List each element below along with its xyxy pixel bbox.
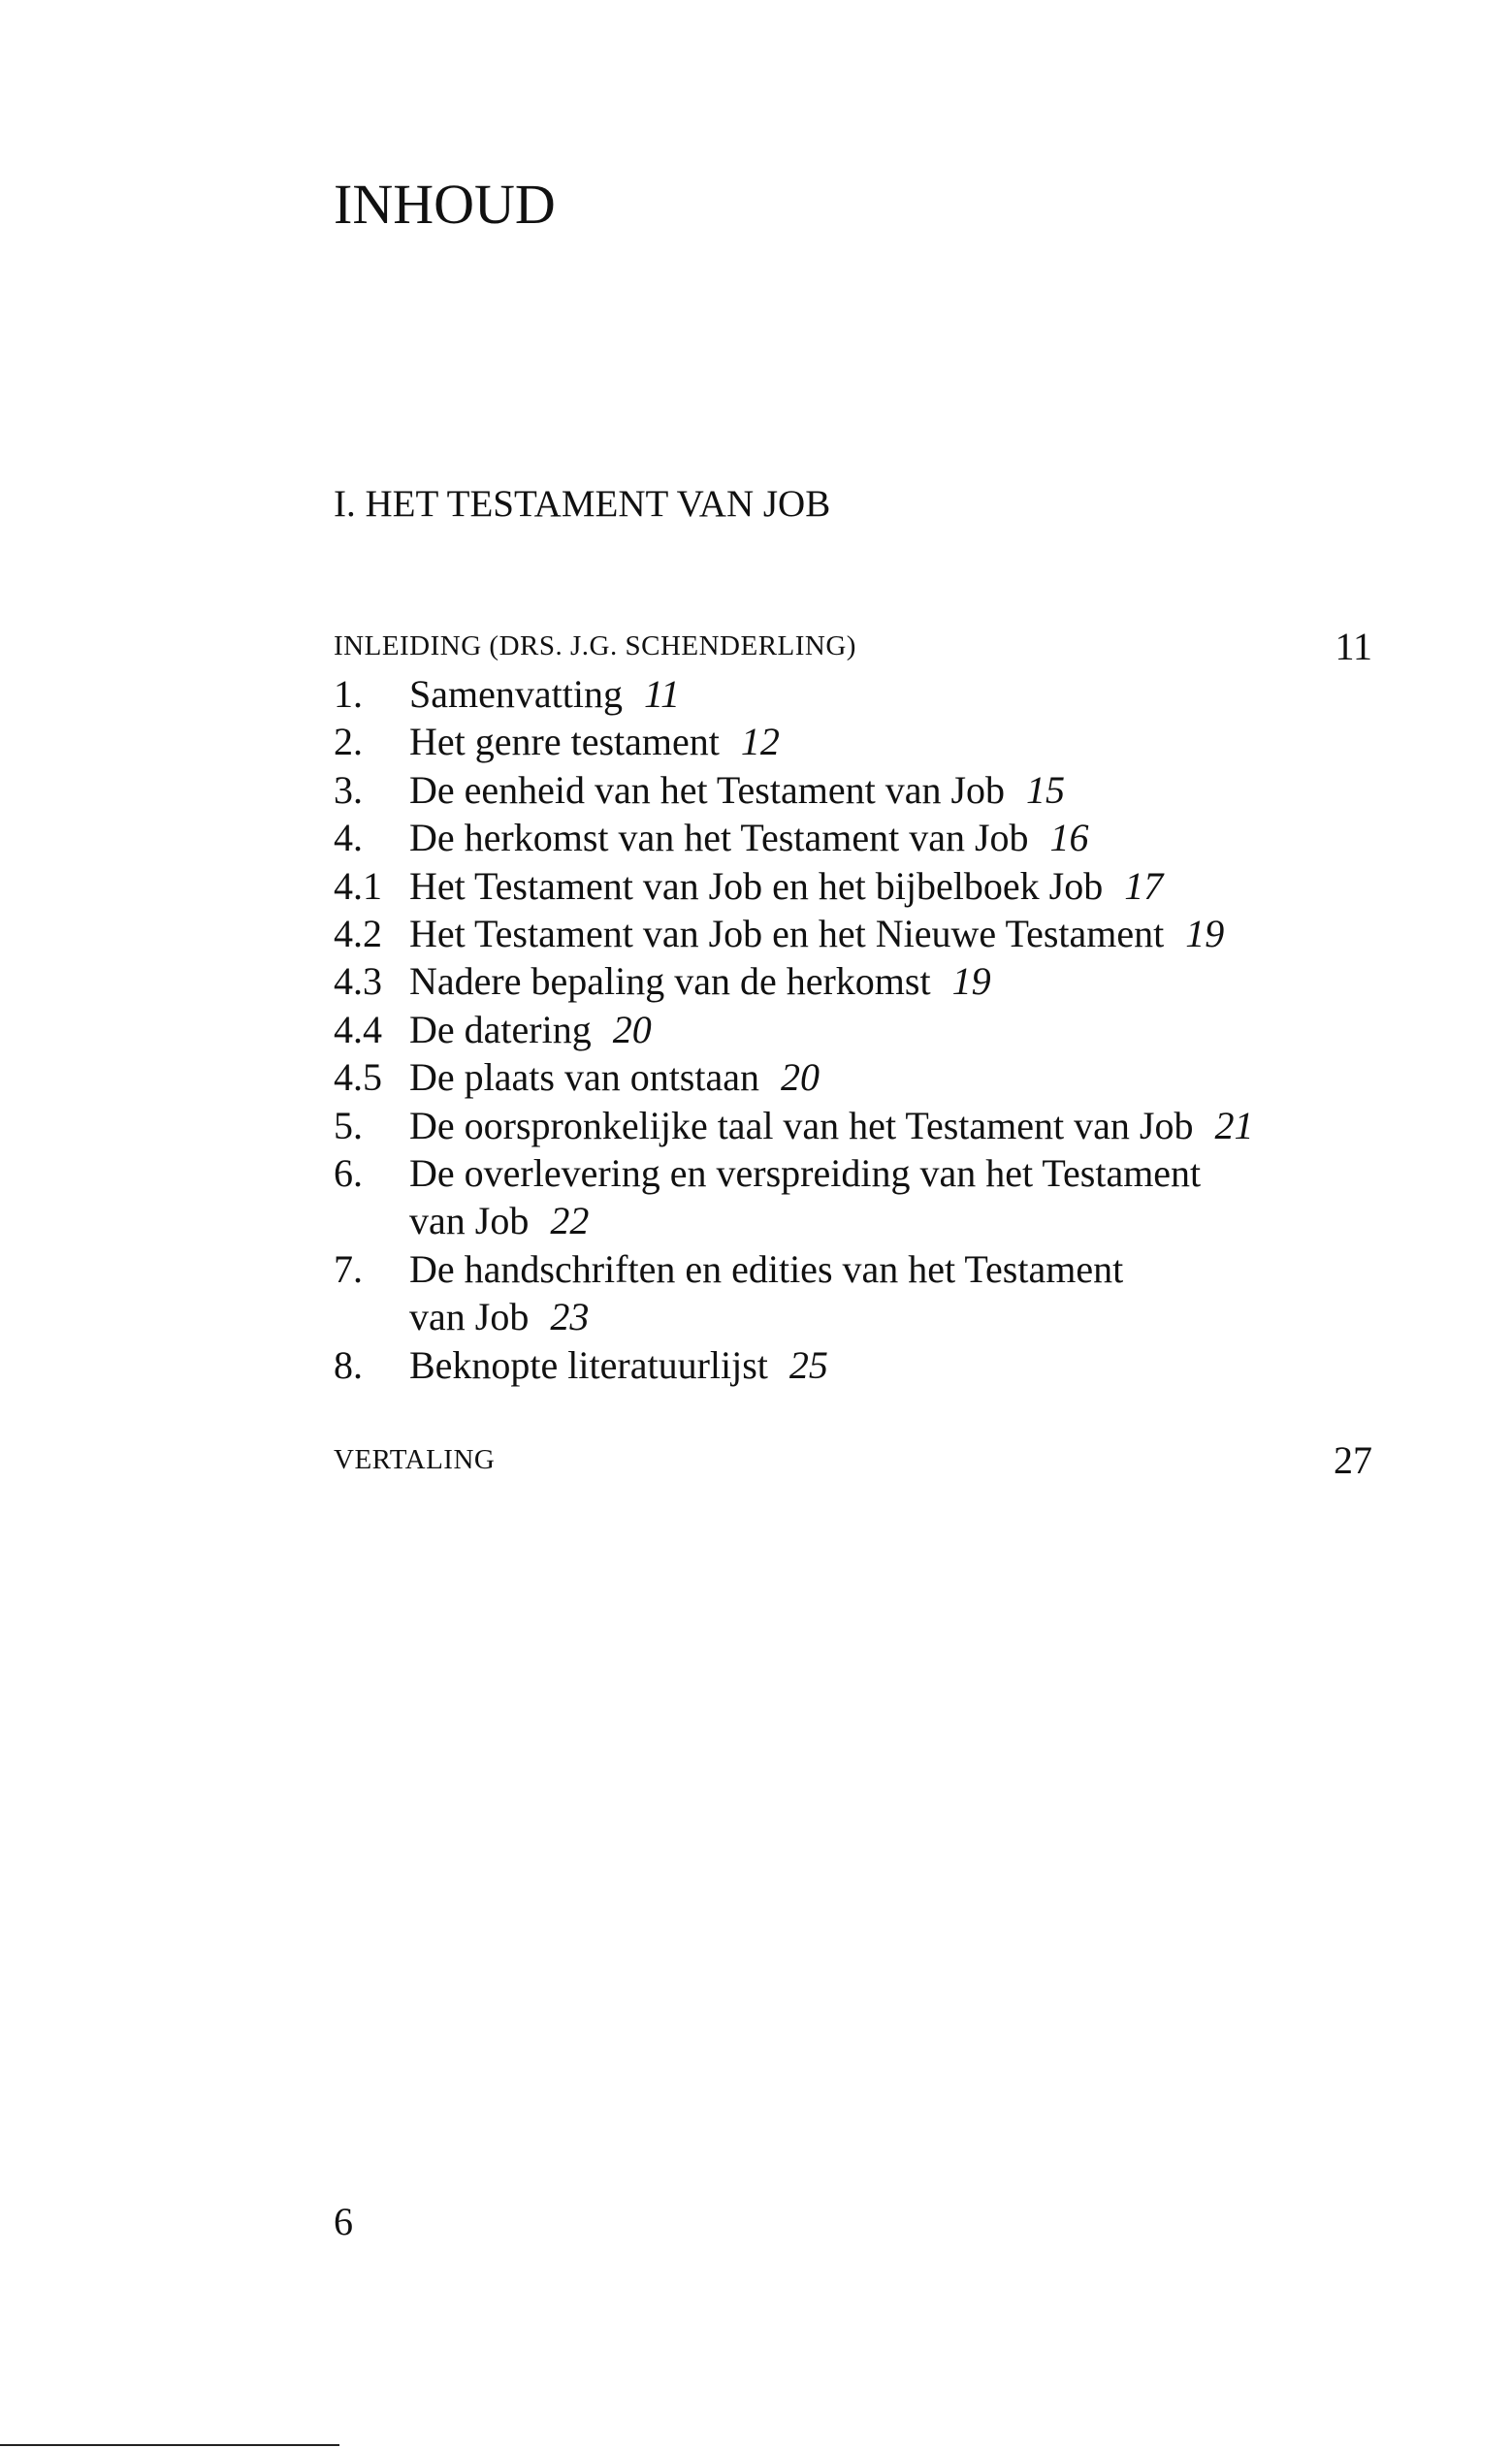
toc-item-continuation <box>334 1197 589 1244</box>
toc-item-page: 12 <box>740 720 780 764</box>
toc-item <box>334 670 680 718</box>
toc-item-title: De eenheid van het Testament van Job <box>409 767 1006 812</box>
toc-item <box>334 1245 1123 1293</box>
toc-item <box>334 718 780 765</box>
toc-item-number: 1. <box>334 672 363 716</box>
toc-item-title: De datering <box>409 1007 592 1051</box>
toc-item <box>334 814 1089 861</box>
toc-item-title: Het Testament van Job en het bijbelboek Job <box>409 863 1104 908</box>
toc-item-page: 16 <box>1049 816 1089 860</box>
toc-item-page: 20 <box>781 1055 820 1100</box>
toc-item-page: 19 <box>951 959 991 1004</box>
toc-item-number: 4.2 <box>334 912 382 955</box>
toc-item <box>334 1006 652 1053</box>
toc-item-number: 4.1 <box>334 863 382 908</box>
toc-item <box>334 1102 1253 1149</box>
toc-item-title-cont: van Job <box>409 1295 530 1339</box>
toc-item <box>334 1341 828 1389</box>
toc-item-continuation <box>334 1293 589 1340</box>
toc-item-page: 19 <box>1185 912 1225 955</box>
page-title: INHOUD <box>334 173 556 236</box>
toc-item-title: De plaats van ontstaan <box>409 1055 759 1100</box>
toc-item-number: 4.4 <box>334 1007 382 1051</box>
toc-item <box>334 1149 1201 1197</box>
toc-item-title: Het genre testament <box>409 720 720 764</box>
toc-item-title: De herkomst van het Testament van Job <box>409 816 1029 860</box>
toc-item-number: 4.5 <box>334 1055 382 1100</box>
toc-item-title: Het Testament van Job en het Nieuwe Testament <box>409 912 1165 955</box>
toc-item-title: De handschriften en edities van het Testament <box>409 1246 1124 1291</box>
toc-item-number: 3. <box>334 767 363 812</box>
toc-item-title-cont: van Job <box>409 1199 530 1243</box>
toc-item-number: 2. <box>334 720 363 764</box>
toc-item-number: 4. <box>334 816 363 860</box>
toc-item <box>334 910 1224 957</box>
toc-item-page: 25 <box>788 1342 828 1387</box>
page-number: 6 <box>334 2200 353 2243</box>
toc-item-title: Samenvatting <box>409 672 623 716</box>
toc-item <box>334 1053 820 1101</box>
toc-item <box>334 957 991 1005</box>
section-inleiding: INLEIDING (DRS. J.G. SCHENDERLING) <box>334 630 856 661</box>
toc-item-number: 7. <box>334 1246 363 1291</box>
toc-item-page: 23 <box>550 1295 590 1339</box>
toc-item-page: 11 <box>643 672 680 716</box>
toc-item-title: Beknopte literatuurlijst <box>409 1342 768 1387</box>
section-vertaling: VERTALING <box>334 1444 496 1475</box>
toc-item-page: 15 <box>1026 767 1066 812</box>
section-vertaling-page: 27 <box>1334 1438 1372 1482</box>
toc-item <box>334 766 1065 814</box>
toc-item-page: 20 <box>612 1007 652 1051</box>
toc-item-title: De oorspronkelijke taal van het Testament van Job <box>409 1103 1194 1147</box>
bottom-rule <box>0 2444 339 2446</box>
toc-item-title: Nadere bepaling van de herkomst <box>409 959 931 1004</box>
toc-item-page: 21 <box>1214 1103 1254 1147</box>
toc-item-number: 8. <box>334 1342 363 1387</box>
toc-item-page: 17 <box>1124 863 1164 908</box>
toc-item-number: 4.3 <box>334 959 382 1004</box>
toc-item-page: 22 <box>550 1199 590 1243</box>
toc-item-number: 5. <box>334 1103 363 1147</box>
section-inleiding-page: 11 <box>1335 625 1372 668</box>
toc-item <box>334 862 1163 910</box>
part-heading: I. HET TESTAMENT VAN JOB <box>334 483 831 525</box>
toc-item-number: 6. <box>334 1151 363 1195</box>
toc-item-title: De overlevering en verspreiding van het Testament <box>409 1151 1202 1195</box>
